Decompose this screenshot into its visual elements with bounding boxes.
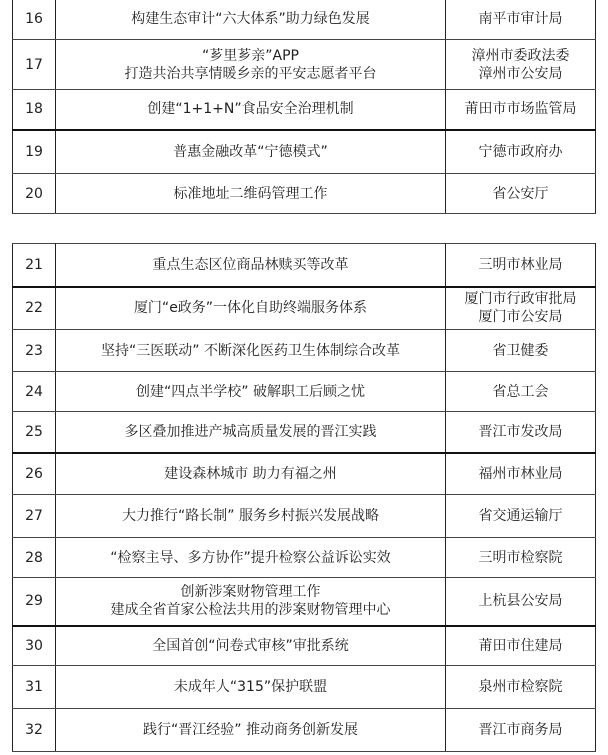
table-row	[13, 538, 596, 578]
item-title: 重点生态区位商品林赎买等改革	[152, 256, 349, 273]
table-row	[13, 244, 596, 287]
table-row	[13, 0, 596, 40]
organization-cell	[446, 330, 596, 372]
item-title-cell	[56, 174, 446, 214]
item-title-cell	[56, 90, 446, 130]
item-title: 打造共治共享情暖乡亲的平安志愿者平台	[124, 65, 377, 82]
item-title: 构建生态审计“六大体系”助力绿色发展	[131, 10, 370, 27]
organization-cell	[446, 0, 596, 40]
table-row	[13, 372, 596, 412]
organization-cell	[446, 287, 596, 330]
row-number: 16	[13, 0, 56, 40]
organization-name: 莆田市市场监管局	[464, 101, 577, 118]
table-part-1	[12, 0, 596, 214]
table-row	[13, 412, 596, 453]
row-number: 24	[13, 372, 56, 412]
item-title: 未成年人“315”保护联盟	[173, 679, 328, 695]
table-row	[13, 174, 596, 214]
item-title: “芗里芗亲”APP	[202, 47, 299, 64]
organization-cell	[446, 709, 596, 752]
item-title: 厦门“e政务”一体化自助终端服务体系	[133, 300, 368, 317]
organization-name: 省交通运输厅	[478, 508, 563, 524]
row-number: 22	[13, 287, 56, 330]
row-number: 31	[13, 666, 56, 709]
organization-name: 福州市林业局	[478, 465, 563, 482]
item-title-cell	[56, 287, 446, 330]
table-row	[13, 626, 596, 666]
organization-cell	[446, 626, 596, 666]
row-number: 27	[13, 495, 56, 538]
table-row	[13, 330, 596, 372]
item-title-cell	[56, 130, 446, 174]
organization-cell	[446, 40, 596, 90]
organization-name: 南平市审计局	[478, 10, 563, 27]
organization-cell	[446, 453, 596, 495]
table-row	[13, 578, 596, 626]
row-number: 29	[13, 578, 56, 626]
row-number: 23	[13, 330, 56, 372]
item-title: “检察主导、多方协作”提升检察公益诉讼实效	[110, 549, 391, 566]
row-number: 26	[13, 453, 56, 495]
item-title-cell	[56, 538, 446, 578]
row-number: 17	[13, 40, 56, 90]
organization-name: 晋江市发改局	[478, 423, 563, 440]
organization-name: 泉州市检察院	[478, 679, 563, 695]
item-title-cell	[56, 453, 446, 495]
item-title: 大力推行“路长制” 服务乡村振兴发展战略	[122, 508, 379, 524]
organization-cell	[446, 244, 596, 287]
item-title: 多区叠加推进产城高质量发展的晋江实践	[124, 423, 377, 440]
item-title-cell	[56, 330, 446, 372]
organization-cell	[446, 412, 596, 453]
item-title-cell	[56, 412, 446, 453]
table-row	[13, 287, 596, 330]
table-row	[13, 130, 596, 174]
row-number: 30	[13, 626, 56, 666]
item-title-cell	[56, 626, 446, 666]
organization-name: 晋江市商务局	[478, 722, 563, 738]
organization-cell	[446, 578, 596, 626]
organization-cell	[446, 174, 596, 214]
row-number: 19	[13, 130, 56, 174]
item-title: 创建“四点半学校” 破解职工后顾之忧	[136, 383, 365, 400]
item-title-cell	[56, 709, 446, 752]
organization-cell	[446, 666, 596, 709]
table-row	[13, 709, 596, 752]
item-title-cell	[56, 0, 446, 40]
organization-cell	[446, 538, 596, 578]
item-title: 普惠金融改革“宁德模式”	[173, 143, 328, 160]
organization-name: 宁德市政府办	[478, 143, 563, 160]
table-row	[13, 453, 596, 495]
item-title: 全国首创“问卷式审核”审批系统	[152, 637, 349, 654]
item-title: 坚持“三医联动” 不断深化医药卫生体制综合改革	[101, 342, 400, 359]
organization-name: 三明市检察院	[478, 549, 563, 566]
organization-name: 厦门市行政审批局	[464, 291, 577, 308]
item-title: 建设森林城市 助力有福之州	[164, 465, 337, 482]
item-title: 创建“1+1+N”食品安全治理机制	[147, 101, 354, 118]
organization-cell	[446, 130, 596, 174]
item-title: 践行“晋江经验” 推动商务创新发展	[143, 722, 358, 738]
organization-name: 三明市林业局	[478, 256, 563, 273]
item-title-cell	[56, 578, 446, 626]
row-number: 32	[13, 709, 56, 752]
table-row	[13, 40, 596, 90]
organization-cell	[446, 90, 596, 130]
item-title-cell	[56, 666, 446, 709]
row-number: 18	[13, 90, 56, 130]
row-number: 25	[13, 412, 56, 453]
table-row	[13, 90, 596, 130]
table-part-2	[12, 243, 596, 752]
item-title: 创新涉案财物管理工作	[180, 584, 321, 601]
organization-cell	[446, 495, 596, 538]
organization-name: 省总工会	[492, 383, 549, 400]
item-title-cell	[56, 495, 446, 538]
item-title: 建成全省首家公检法共用的涉案财物管理中心	[110, 602, 391, 619]
item-title: 标准地址二维码管理工作	[173, 185, 328, 202]
organization-name: 上杭县公安局	[478, 593, 563, 610]
organization-cell	[446, 372, 596, 412]
organization-name: 省公安厅	[492, 185, 549, 202]
item-title-cell	[56, 40, 446, 90]
item-title-cell	[56, 244, 446, 287]
table-row	[13, 666, 596, 709]
page-gap	[0, 222, 608, 243]
organization-name: 漳州市公安局	[478, 65, 563, 82]
organization-name: 省卫健委	[492, 342, 549, 359]
organization-name: 漳州市委政法委	[471, 47, 570, 64]
row-number: 28	[13, 538, 56, 578]
row-number: 20	[13, 174, 56, 214]
row-number: 21	[13, 244, 56, 287]
table-row	[13, 495, 596, 538]
item-title-cell	[56, 372, 446, 412]
organization-name: 厦门市公安局	[478, 309, 563, 326]
organization-name: 莆田市住建局	[478, 637, 563, 654]
